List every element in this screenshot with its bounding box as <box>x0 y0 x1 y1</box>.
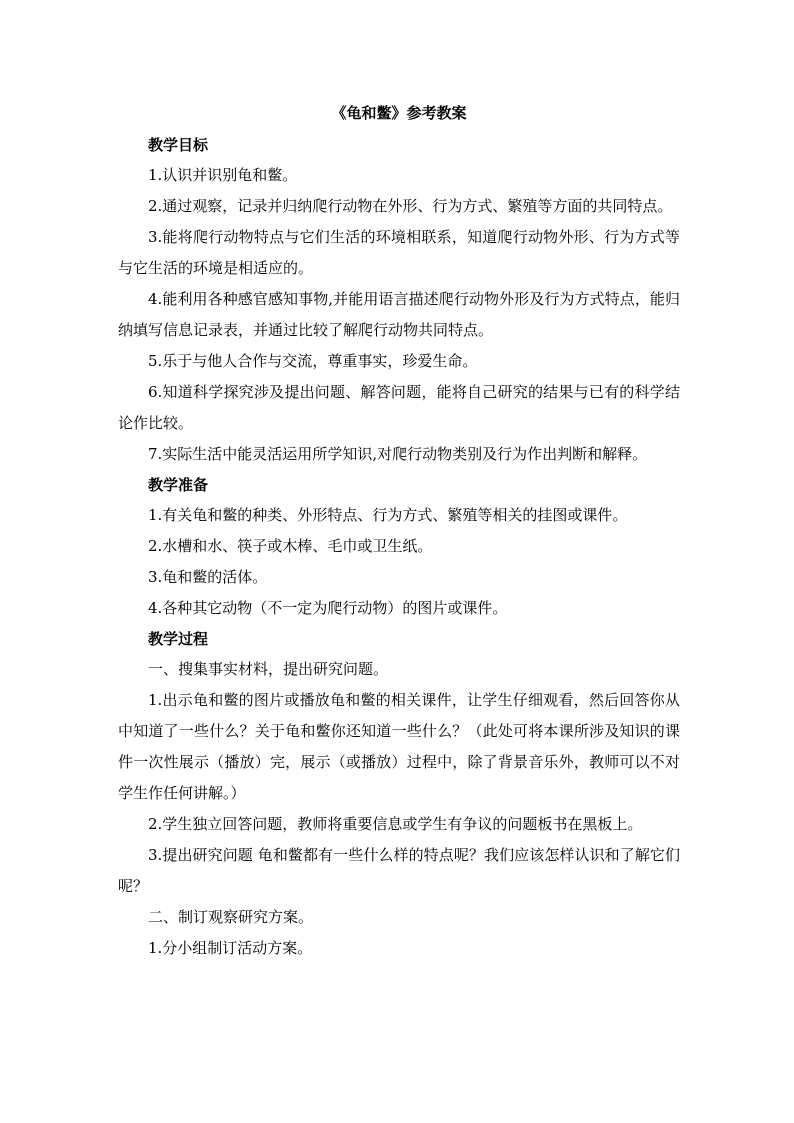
paragraph: 6.知道科学探究涉及提出问题、解答问题，能将自己研究的结果与已有的科学结论作比较。 <box>118 383 680 432</box>
paragraph: 1.有关龟和鳖的种类、外形特点、行为方式、繁殖等相关的挂图或课件。 <box>148 506 628 524</box>
paragraph: 1.分小组制订活动方案。 <box>148 939 313 957</box>
paragraph: 一、搜集事实材料，提出研究问题。 <box>148 660 389 678</box>
document-page <box>118 96 680 964</box>
paragraph: 4.能利用各种感官感知事物,并能用语言描述爬行动物外形及行为方式特点，能归纳填写信息记录表，并通过比较了解爬行动物共同特点。 <box>118 290 680 339</box>
paragraph: 2.学生独立回答问题，教师将重要信息或学生有争议的问题板书在黑板上。 <box>148 815 643 833</box>
paragraph: 4.各种其它动物（不一定为爬行动物）的图片或课件。 <box>148 599 508 617</box>
paragraph: 1.认识并识别龟和鳖。 <box>148 166 298 184</box>
paragraph: 5.乐于与他人合作与交流，尊重事实，珍爱生命。 <box>148 352 478 370</box>
document-title: 《龟和鳖》参考教案 <box>331 104 467 122</box>
paragraph: 7.实际生活中能灵活运用所学知识,对爬行动物类别及行为作出判断和解释。 <box>148 445 648 463</box>
paragraph: 2.水槽和水、筷子或木棒、毛巾或卫生纸。 <box>148 537 433 555</box>
paragraph: 1.出示龟和鳖的图片或播放龟和鳖的相关课件，让学生仔细观看，然后回答你从中知道了一些什么？关于龟和鳖你还知道一些什么？（此处可将本课所涉及知识的课件一次性展示（播放）完，展示（或播放）过程中，除了背景音乐外，教师可以不对学生作任何讲解。） <box>118 691 680 802</box>
section-heading: 教学目标 <box>148 136 209 154</box>
section-objectives <box>118 130 680 470</box>
paragraph: 2.通过观察，记录并归纳爬行动物在外形、行为方式、繁殖等方面的共同特点。 <box>148 197 673 215</box>
section-heading: 教学过程 <box>148 630 209 648</box>
section-process <box>118 624 680 964</box>
section-heading: 教学准备 <box>148 476 209 494</box>
paragraph: 3.能将爬行动物特点与它们生活的环境相联系，知道爬行动物外形、行为方式等与它生活的环境是相适应的。 <box>118 228 680 277</box>
paragraph: 3.龟和鳖的活体。 <box>148 568 268 586</box>
paragraph: 二、制订观察研究方案。 <box>148 908 314 926</box>
section-preparation <box>118 470 680 624</box>
paragraph: 3.提出研究问题 龟和鳖都有一些什么样的特点呢？我们应该怎样认识和了解它们呢？ <box>118 846 680 895</box>
